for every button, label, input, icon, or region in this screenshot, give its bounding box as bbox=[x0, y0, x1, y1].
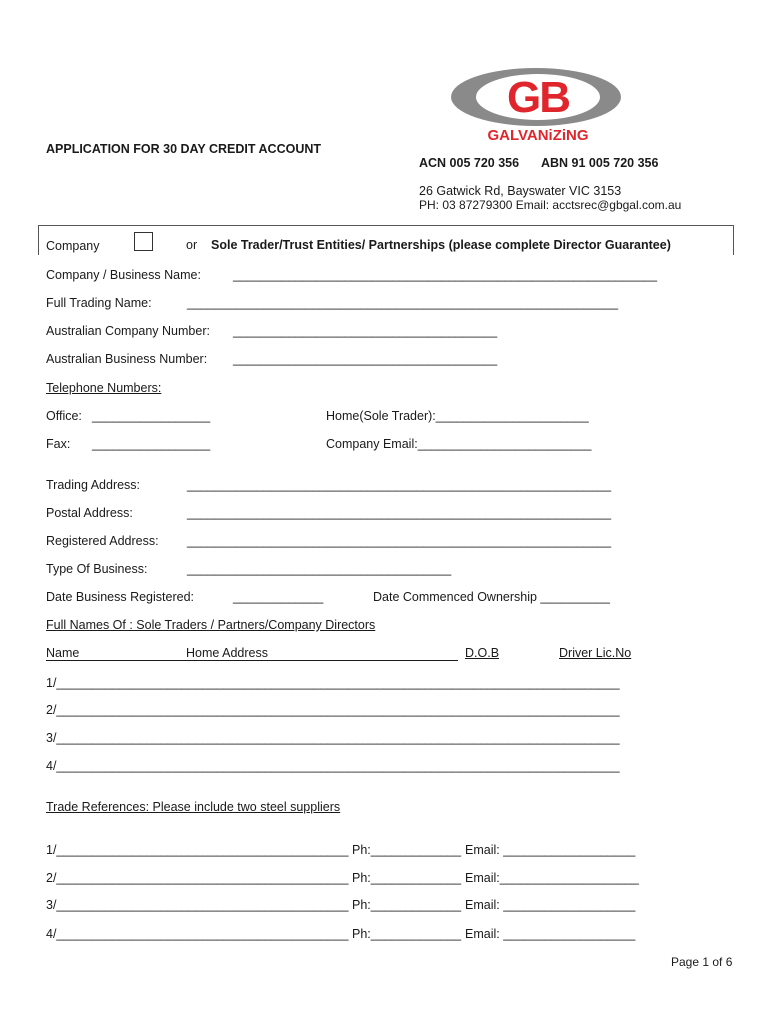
postal-address-field[interactable]: _____________________________________________________________ bbox=[187, 506, 612, 520]
reference-name-field[interactable]: 2/__________________________________________ bbox=[46, 871, 349, 885]
gb-galvanizing-logo bbox=[450, 66, 622, 146]
col-dob-header: D.O.B bbox=[465, 646, 500, 660]
acn-field[interactable]: ______________________________________ bbox=[233, 324, 498, 338]
registered-address-field[interactable]: _____________________________________________________________ bbox=[187, 534, 612, 548]
svg-text:GALVANiZiNG: GALVANiZiNG bbox=[487, 127, 589, 144]
trading-address-field[interactable]: _____________________________________________________________ bbox=[187, 478, 612, 492]
office-field[interactable]: _________________ bbox=[92, 409, 211, 423]
date-commenced-field[interactable]: Date Commenced Ownership __________ bbox=[373, 590, 610, 604]
document-title: APPLICATION FOR 30 DAY CREDIT ACCOUNT bbox=[46, 142, 322, 156]
reference-phone-field[interactable]: Ph:_____________ bbox=[352, 843, 462, 857]
company-address: 26 Gatwick Rd, Bayswater VIC 3153 bbox=[419, 184, 622, 198]
trading-name-field[interactable]: ______________________________________________________________ bbox=[187, 296, 619, 310]
col-address-header: Home Address bbox=[186, 646, 268, 660]
col-name-header: Name bbox=[46, 646, 80, 660]
home-phone-field[interactable]: Home(Sole Trader):______________________ bbox=[326, 409, 589, 423]
reference-phone-field[interactable]: Ph:_____________ bbox=[352, 898, 462, 912]
company-option-label: Company bbox=[46, 239, 100, 253]
abn-field[interactable]: ______________________________________ bbox=[233, 352, 498, 366]
office-label: Office: bbox=[46, 409, 82, 423]
reference-name-field[interactable]: 1/__________________________________________ bbox=[46, 843, 349, 857]
business-type-label: Type Of Business: bbox=[46, 562, 148, 576]
page-number: Page 1 of 6 bbox=[671, 955, 733, 969]
fax-field[interactable]: _________________ bbox=[92, 437, 211, 451]
reference-email-field[interactable]: Email: ___________________ bbox=[465, 898, 636, 912]
reference-email-field[interactable]: Email: ___________________ bbox=[465, 843, 636, 857]
company-name-field[interactable]: _____________________________________________________________ bbox=[233, 268, 658, 282]
registered-address-label: Registered Address: bbox=[46, 534, 159, 548]
postal-address-label: Postal Address: bbox=[46, 506, 133, 520]
reference-name-field[interactable]: 4/__________________________________________ bbox=[46, 927, 349, 941]
reference-phone-field[interactable]: Ph:_____________ bbox=[352, 871, 462, 885]
acn-label: Australian Company Number: bbox=[46, 324, 210, 338]
company-name-label: Company / Business Name: bbox=[46, 268, 201, 282]
trading-address-label: Trading Address: bbox=[46, 478, 141, 492]
reference-email-field[interactable]: Email:____________________ bbox=[465, 871, 639, 885]
director-row[interactable]: 1/_________________________________________________________________________________ bbox=[46, 676, 620, 690]
references-heading: Trade References: Please include two steel suppliers bbox=[46, 800, 341, 814]
svg-text:GB: GB bbox=[507, 73, 569, 122]
company-contact: PH: 03 87279300 Email: acctsrec@gbgal.com.au bbox=[419, 198, 682, 212]
director-row[interactable]: 2/_________________________________________________________________________________ bbox=[46, 703, 620, 717]
director-row[interactable]: 4/_________________________________________________________________________________ bbox=[46, 759, 620, 773]
reference-phone-field[interactable]: Ph:_____________ bbox=[352, 927, 462, 941]
fax-label: Fax: bbox=[46, 437, 71, 451]
or-label: or bbox=[186, 238, 198, 252]
company-checkbox[interactable] bbox=[134, 232, 153, 251]
col-licence-header: Driver Lic.No bbox=[559, 646, 632, 660]
directors-heading: Full Names Of : Sole Traders / Partners/Company Directors bbox=[46, 618, 376, 632]
director-row[interactable]: 3/_________________________________________________________________________________ bbox=[46, 731, 620, 745]
acn-number: ACN 005 720 356 bbox=[419, 156, 520, 170]
date-registered-label: Date Business Registered: bbox=[46, 590, 194, 604]
date-registered-field[interactable]: _____________ bbox=[233, 590, 324, 604]
telephone-heading: Telephone Numbers: bbox=[46, 381, 162, 395]
reference-name-field[interactable]: 3/__________________________________________ bbox=[46, 898, 349, 912]
company-email-field[interactable]: Company Email:_________________________ bbox=[326, 437, 592, 451]
sole-trader-option-label: Sole Trader/Trust Entities/ Partnerships (please complete Director Guarantee) bbox=[211, 238, 671, 252]
reference-email-field[interactable]: Email: ___________________ bbox=[465, 927, 636, 941]
business-type-field[interactable]: ______________________________________ bbox=[187, 562, 452, 576]
abn-label: Australian Business Number: bbox=[46, 352, 208, 366]
trading-name-label: Full Trading Name: bbox=[46, 296, 152, 310]
abn-number: ABN 91 005 720 356 bbox=[541, 156, 659, 170]
